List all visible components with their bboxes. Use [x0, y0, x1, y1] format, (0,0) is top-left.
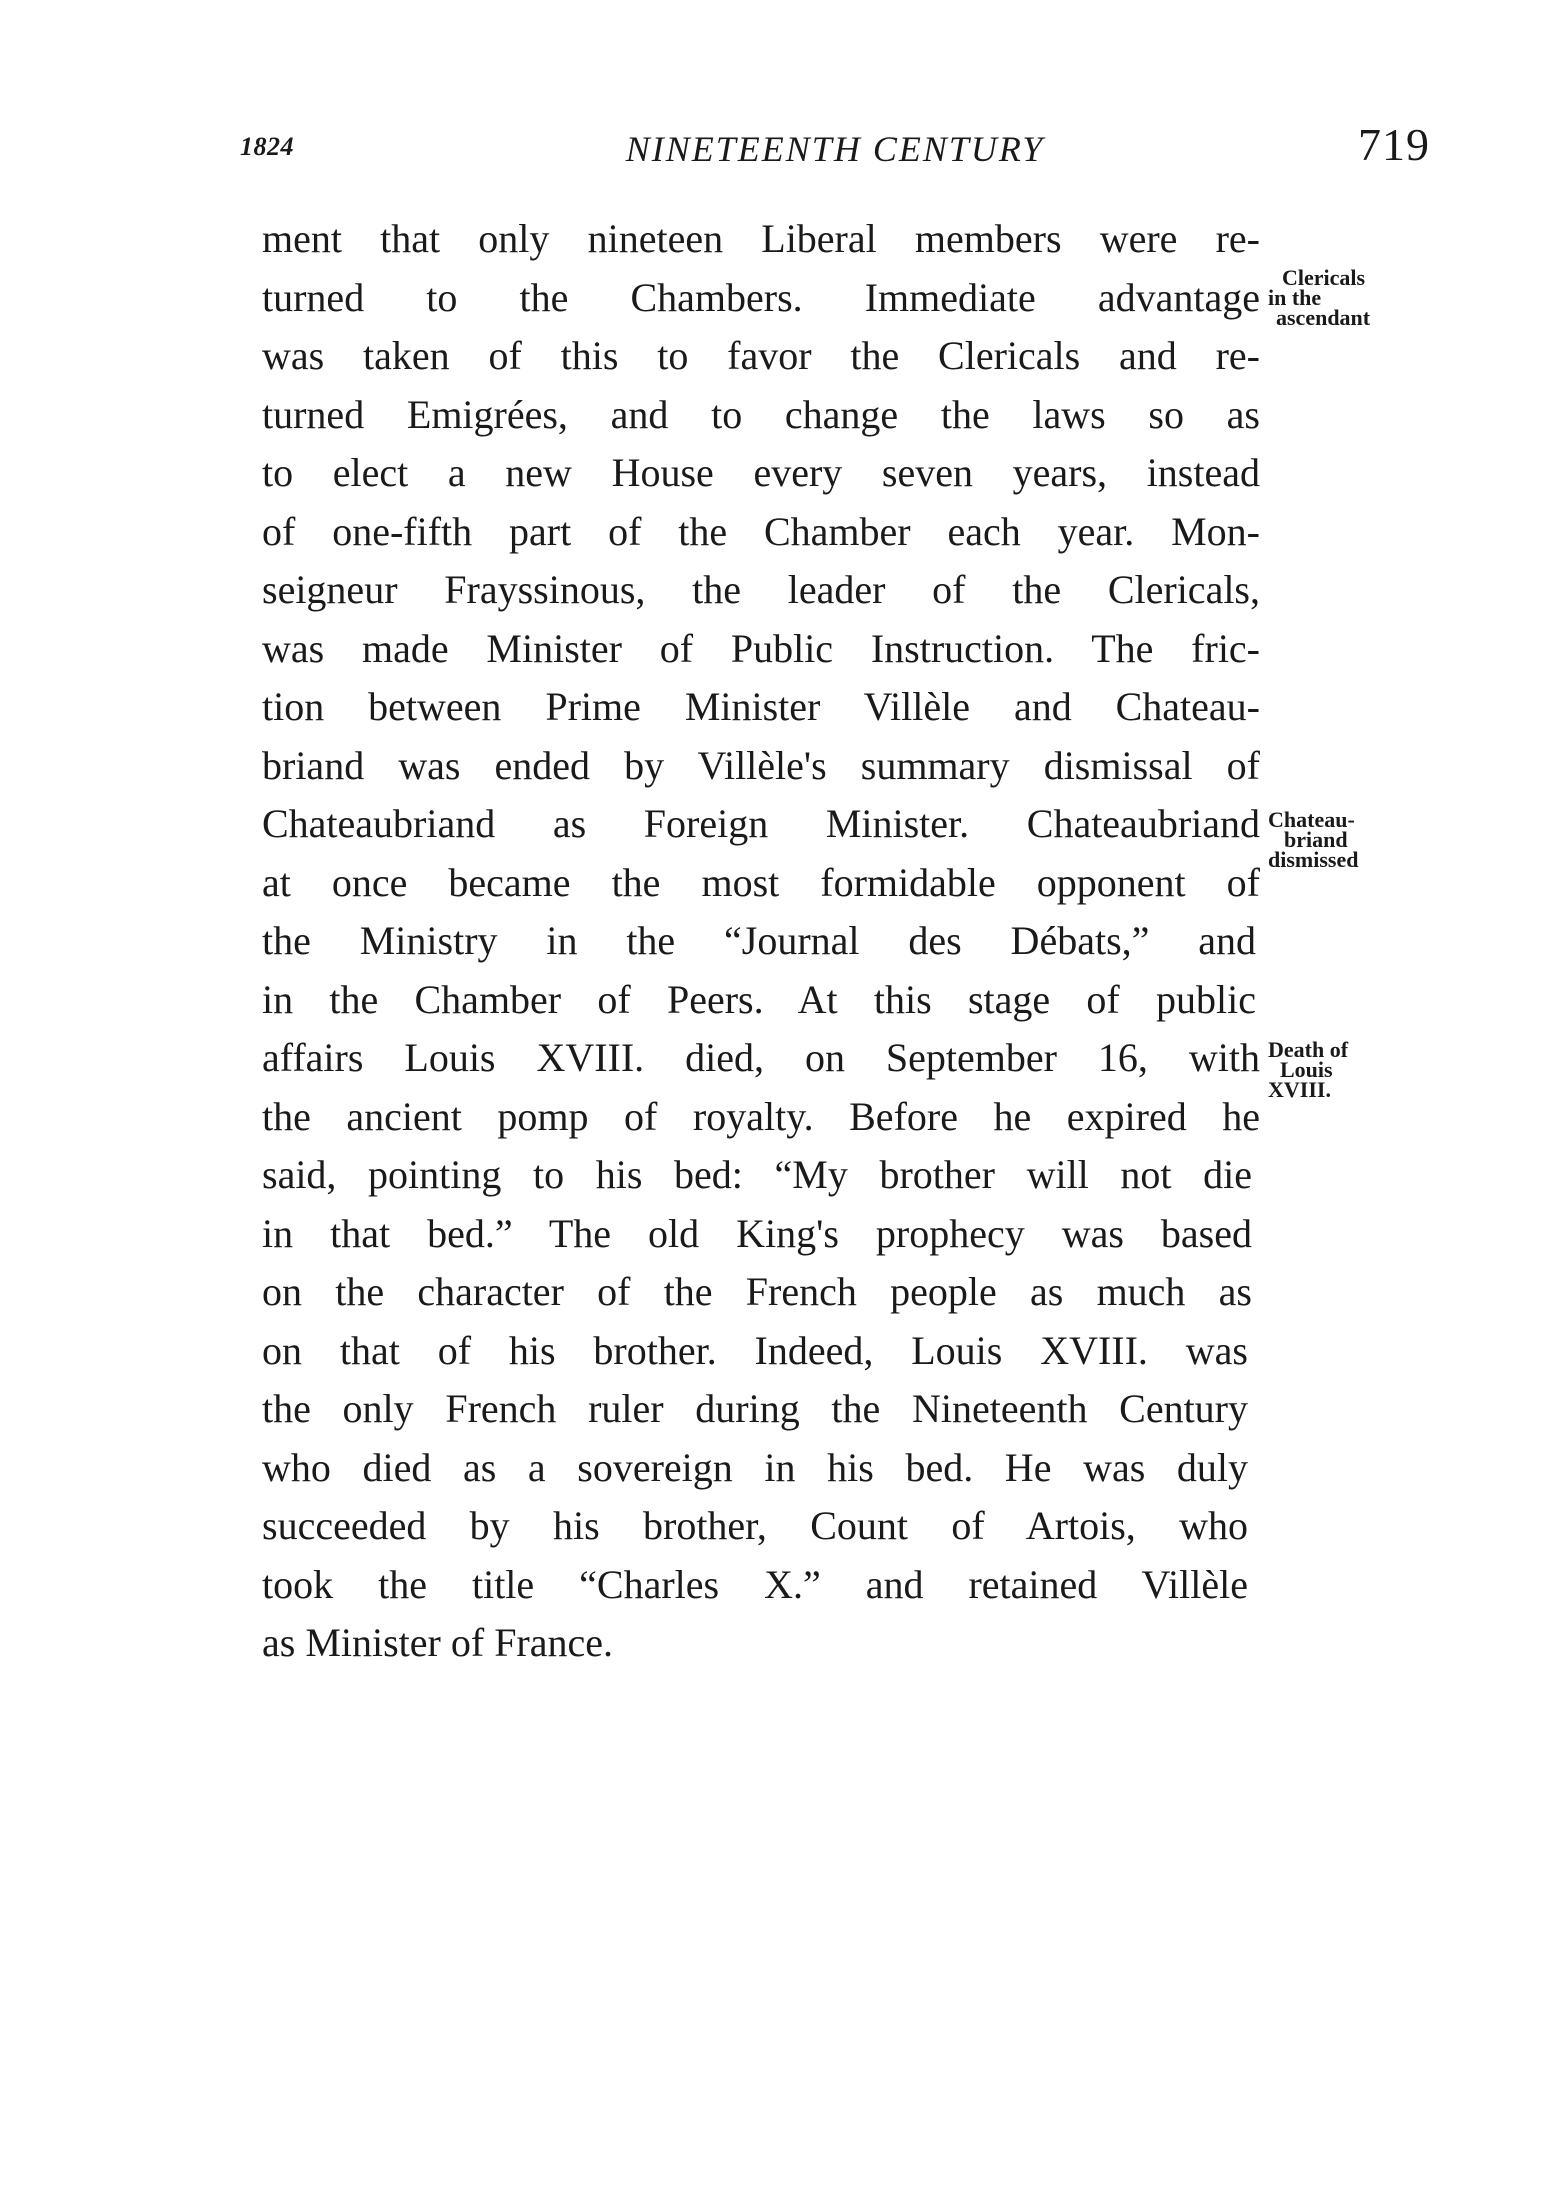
- body-text: [262, 210, 1262, 1673]
- margin-note-line: briand: [1284, 827, 1348, 852]
- margin-note-line: XVIII.: [1268, 1077, 1331, 1102]
- text-line: Chateaubriand as Foreign Minister. Chateaubriand: [262, 801, 1260, 846]
- text-line: who died as a sovereign in his bed. He was duly: [262, 1444, 1248, 1490]
- text-line: of one-fifth part of the Chamber each year. Mon-: [262, 508, 1260, 554]
- text-line: was taken of this to favor the Clericals and re-: [262, 333, 1260, 378]
- page-number: 719: [1358, 119, 1430, 170]
- margin-note-line: Clericals: [1282, 265, 1366, 290]
- text-line: briand was ended by Villèle's summary dismissal of: [262, 742, 1260, 788]
- text-line: was made Minister of Public Instruction. The fric-: [262, 625, 1260, 671]
- text-line: at once became the most formidable opponent of: [262, 859, 1260, 905]
- text-line: tion between Prime Minister Villèle and Chateau-: [262, 684, 1260, 729]
- margin-note-line: Louis: [1280, 1057, 1333, 1082]
- text-line: took the title “Charles X.” and retained Villèle: [262, 1561, 1248, 1607]
- text-line: affairs Louis XVIII. died, on September 16, with: [262, 1035, 1260, 1080]
- text-line: to elect a new House every seven years, instead: [262, 450, 1260, 495]
- text-line: turned Emigrées, and to change the laws so as: [262, 391, 1260, 437]
- margin-note-line: ascendant: [1276, 305, 1371, 330]
- text-line: ment that only nineteen Liberal members were re-: [262, 216, 1260, 261]
- running-title: NINETEENTH CENTURY: [625, 129, 1045, 169]
- text-line: seigneur Frayssinous, the leader of the Clericals,: [262, 567, 1260, 612]
- margin-note-death-of-louis: [1268, 1037, 1349, 1102]
- text-line: said, pointing to his bed: “My brother will not die: [262, 1152, 1252, 1197]
- running-header: [240, 118, 1430, 178]
- text-line: in the Chamber of Peers. At this stage of public: [262, 976, 1256, 1022]
- text-line: on the character of the French people as much as: [262, 1269, 1252, 1314]
- text-line: in that bed.” The old King's prophecy was based: [262, 1210, 1252, 1256]
- margin-note-line: Death of: [1268, 1037, 1349, 1062]
- text-line: on that of his brother. Indeed, Louis XVIII. was: [262, 1327, 1248, 1373]
- text-line: the Ministry in the “Journal des Débats,” and: [262, 918, 1256, 963]
- margin-note-line: dismissed: [1268, 847, 1359, 872]
- text-line: succeeded by his brother, Count of Artois, who: [262, 1503, 1248, 1548]
- margin-note-line: in the: [1268, 285, 1322, 310]
- margin-note-line: Chateau-: [1268, 807, 1355, 832]
- text-line: as Minister of France.: [262, 1620, 614, 1665]
- text-line: turned to the Chambers. Immediate advantage: [262, 274, 1260, 320]
- margin-note-chateaubriand: [1268, 807, 1359, 872]
- header-year: 1824: [240, 132, 294, 161]
- margin-note-clericals: [1268, 265, 1371, 330]
- text-line: the ancient pomp of royalty. Before he expired he: [262, 1093, 1260, 1139]
- text-line: the only French ruler during the Nineteenth Century: [262, 1386, 1248, 1431]
